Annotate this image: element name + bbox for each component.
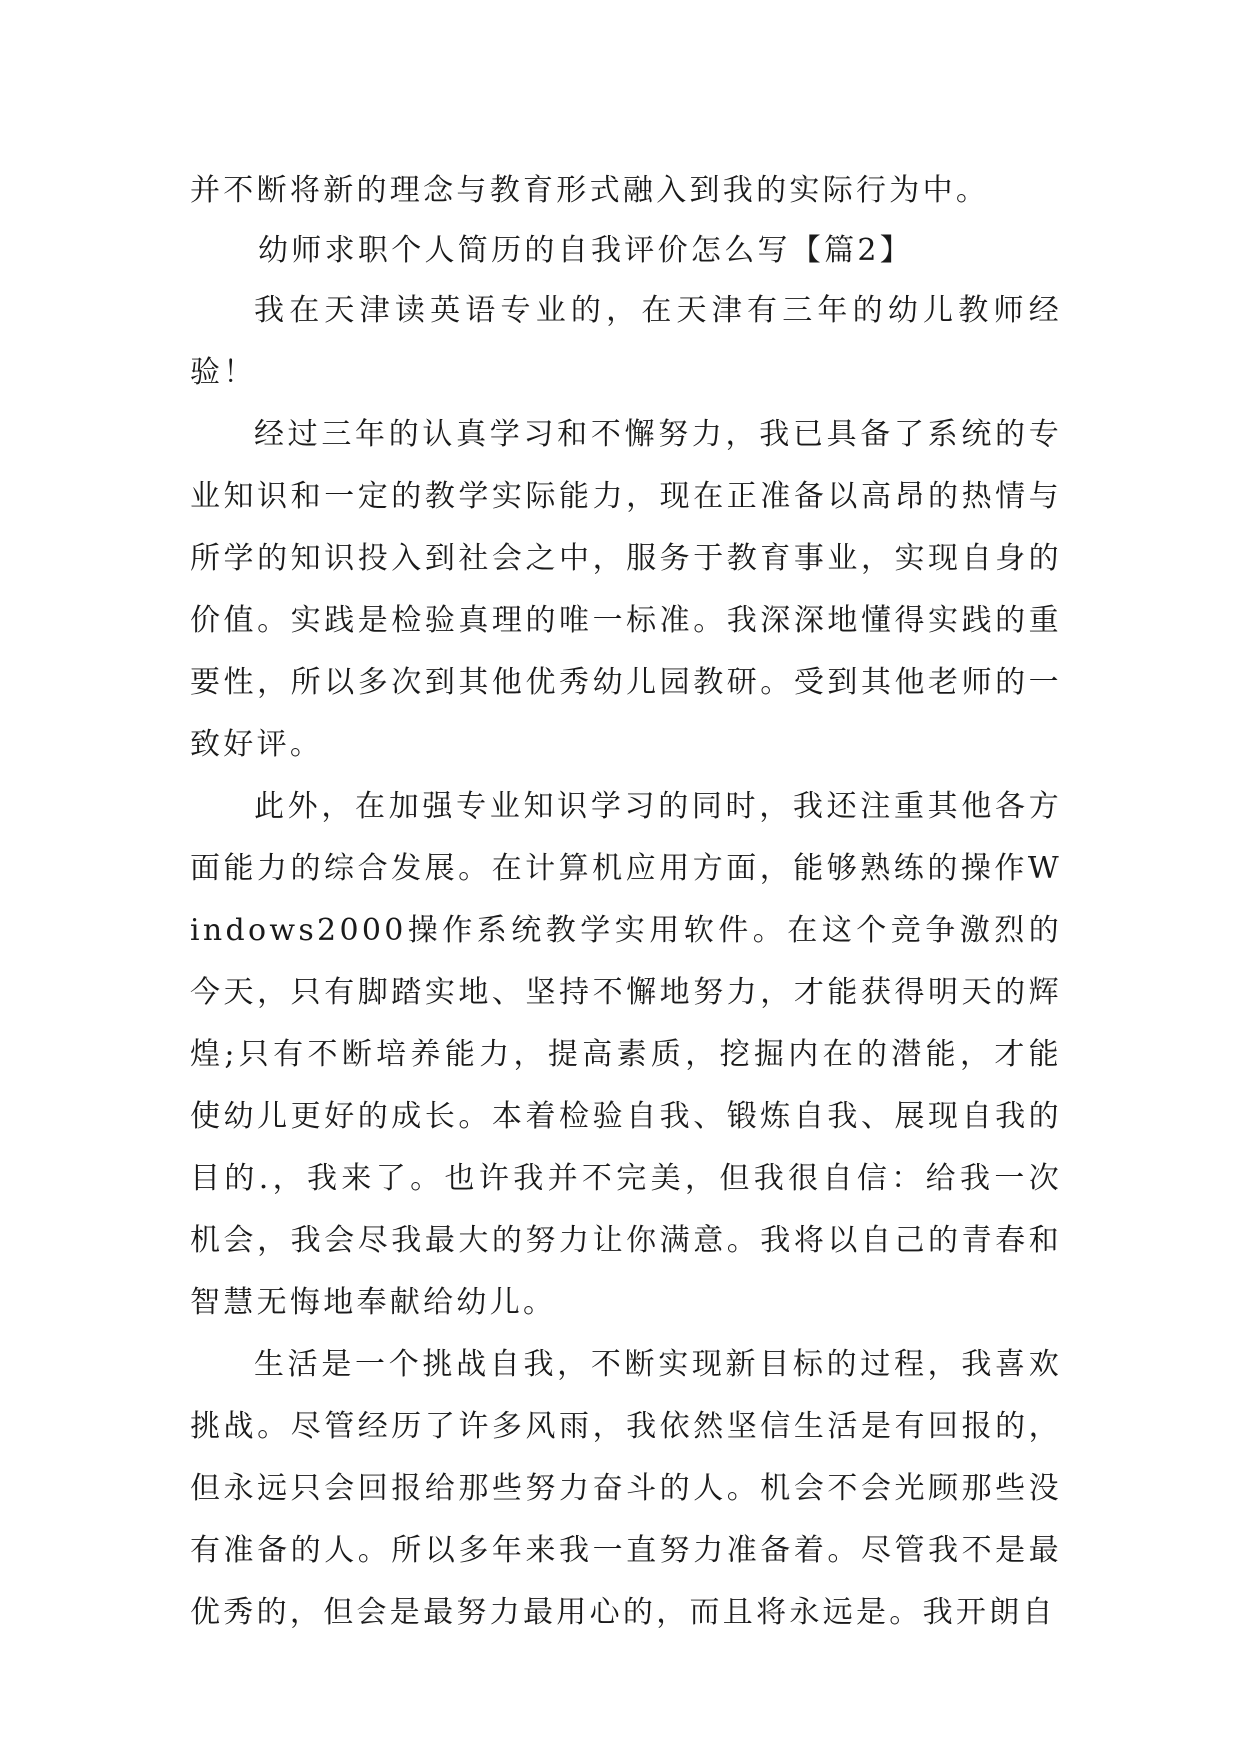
paragraph-life: 生活是一个挑战自我，不断实现新目标的过程，我喜欢挑战。尽管经历了许多风雨，我依然坚信生活是有回报的，但永远只会回报给那些努力奋斗的人。机会不会光顾那些没有准备的人。所以多年来我一直努力准备着。尽管我不是最优秀的，但会是最努力最用心的，而且将永远是。我开朗自 — [190, 1347, 1062, 1630]
section-heading: 幼师求职个人简历的自我评价怎么写【篇2】 — [258, 233, 914, 268]
paragraph-continuation: 并不断将新的理念与教育形式融入到我的实际行为中。 — [190, 173, 990, 208]
document-body — [190, 160, 1062, 1644]
paragraph-intro: 我在天津读英语专业的，在天津有三年的幼儿教师经验！ — [190, 293, 1062, 390]
paragraph-abilities: 此外，在加强专业知识学习的同时，我还注重其他各方面能力的综合发展。在计算机应用方面，能够熟练的操作Windows2000操作系统教学实用软件。在这个竞争激烈的今天，只有脚踏实地、坚持不懈地努力，才能获得明天的辉煌;只有不断培养能力，提高素质，挖掘内在的潜能，才能使幼儿更好的成长。本着检验自我、锻炼自我、展现自我的目的.，我来了。也许我并不完美，但我很自信：给我一次机会，我会尽我最大的努力让你满意。我将以自己的青春和智慧无悔地奉献给幼儿。 — [190, 789, 1062, 1320]
paragraph-study: 经过三年的认真学习和不懈努力，我已具备了系统的专业知识和一定的教学实际能力，现在正准备以高昂的热情与所学的知识投入到社会之中，服务于教育事业，实现自身的价值。实践是检验真理的唯一标准。我深深地懂得实践的重要性，所以多次到其他优秀幼儿园教研。受到其他老师的一致好评。 — [190, 417, 1062, 762]
